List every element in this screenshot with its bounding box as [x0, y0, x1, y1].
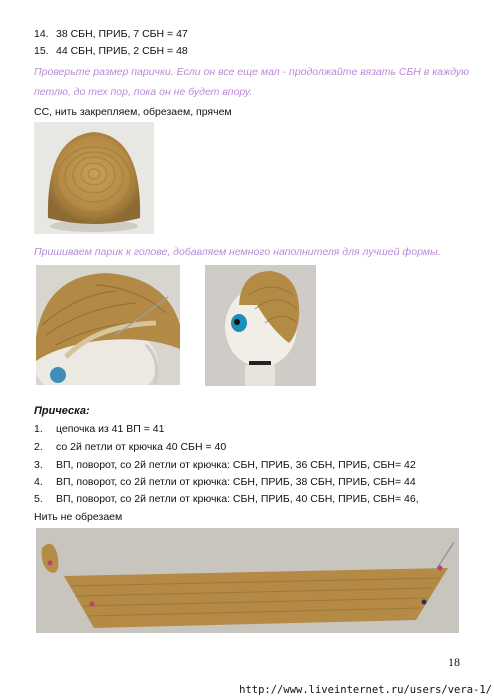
row-number: 14. — [34, 28, 49, 40]
row-text: ВП, поворот, со 2й петли от крючка: СБН, ПРИБ, 40 СБН, ПРИБ, СБН= 46, — [56, 493, 419, 505]
wig-size-note-line1: Проверьте размер парички. Если он все еще мал - продолжайте вязать СБН в каждую — [34, 66, 470, 78]
wig-size-note-line2: петлю, до тех пор, пока он не будет впору. — [34, 86, 253, 98]
row-number: 1. — [34, 423, 43, 435]
row-number: 4. — [34, 476, 43, 488]
row-number: 3. — [34, 459, 43, 471]
row-text: со 2й петли от крючка 40 СБН = 40 — [56, 441, 227, 453]
row-number: 2. — [34, 441, 43, 453]
wig-on-head-photo — [36, 265, 180, 385]
doll-profile-photo — [205, 265, 316, 386]
hair-row-3 — [34, 459, 416, 471]
hairstyle-heading: Прическа: — [34, 405, 90, 417]
thread-note: Нить не обрезаем — [34, 511, 123, 523]
row-text: 38 СБН, ПРИБ, 7 СБН = 47 — [56, 28, 188, 40]
row-text: ВП, поворот, со 2й петли от крючка: СБН, ПРИБ, 36 СБН, ПРИБ, СБН= 42 — [56, 459, 416, 471]
wig-cap-photo — [34, 122, 154, 234]
hair-row-1 — [34, 423, 164, 435]
hair-row-5 — [34, 493, 419, 505]
hair-strip-photo — [36, 528, 459, 633]
finish-instruction: СС, нить закрепляем, обрезаем, прячем — [34, 106, 232, 118]
pattern-row-14 — [34, 28, 188, 40]
row-number: 15. — [34, 45, 49, 57]
attach-wig-note: Пришиваем парик к голове, добавляем немного наполнителя для лучшей формы. — [34, 246, 441, 258]
hair-row-4 — [34, 476, 416, 488]
row-text: ВП, поворот, со 2й петли от крючка: СБН, ПРИБ, 38 СБН, ПРИБ, СБН= 44 — [56, 476, 416, 488]
source-url[interactable]: http://www.liveinternet.ru/users/vera-1/ — [239, 684, 492, 696]
hair-row-2 — [34, 441, 226, 453]
row-text: 44 СБН, ПРИБ, 2 СБН = 48 — [56, 45, 188, 57]
row-number: 5. — [34, 493, 43, 505]
row-text: цепочка из 41 ВП = 41 — [56, 423, 165, 435]
page-number: 18 — [448, 655, 460, 669]
pattern-row-15 — [34, 45, 188, 57]
